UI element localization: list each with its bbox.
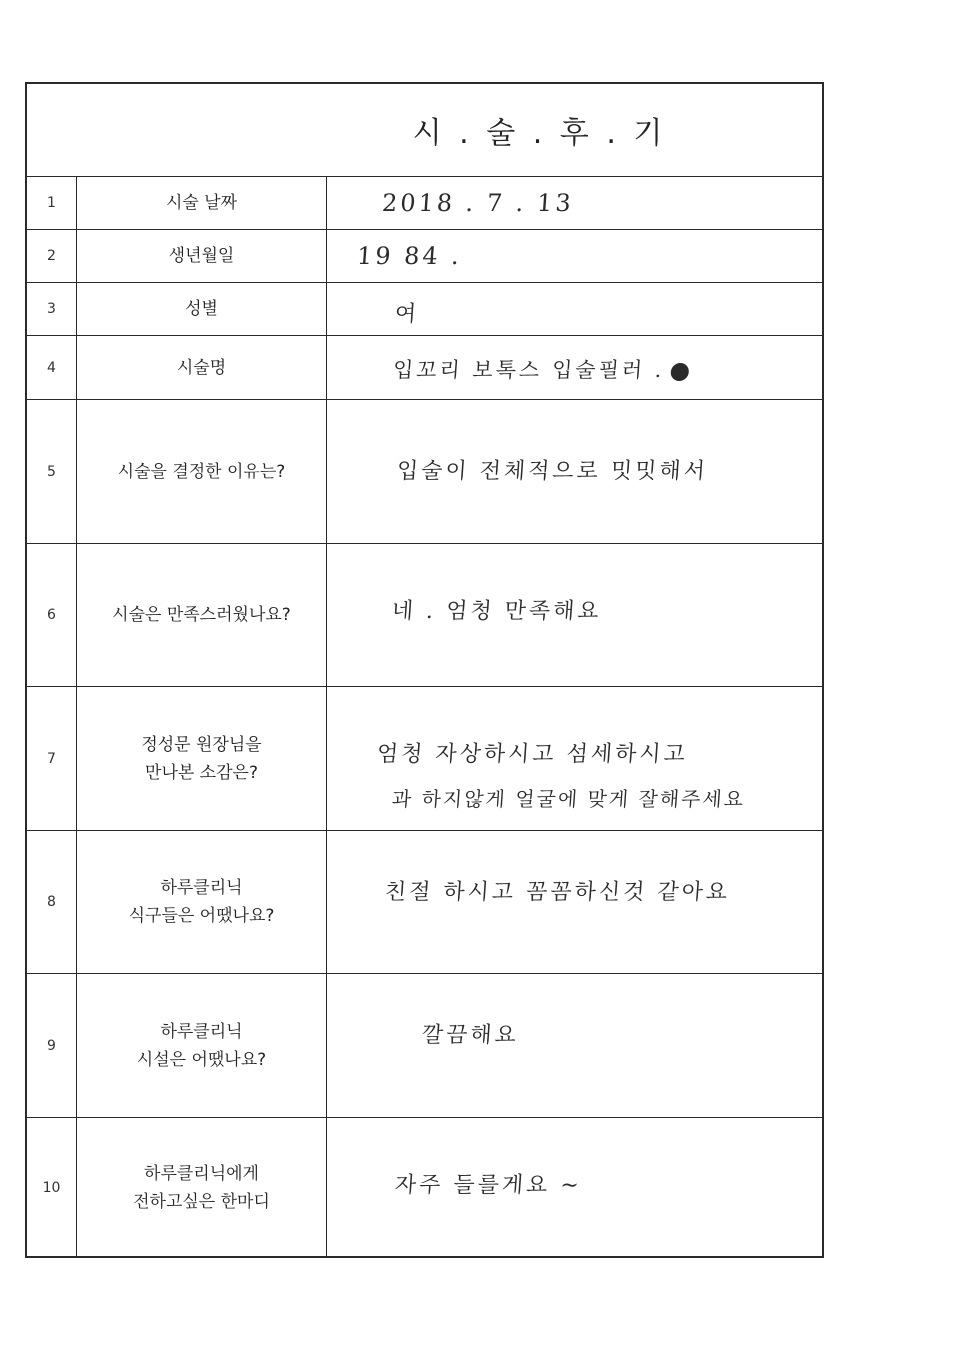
question-line: 생년월일 [168,246,235,266]
form-row [27,336,822,400]
question-line: 시설은 어땠나요? [136,1049,267,1070]
handwritten-answer: 입술이 전체적으로 밋밋해서 [395,459,709,484]
row-question [77,974,327,1117]
row-answer [327,230,822,282]
handwritten-answer: 친절 하시고 꼼꼼하신것 같아요 [383,880,731,905]
question-line: 하루클리닉 [160,1021,243,1042]
row-question [77,400,327,543]
row-question [77,831,327,973]
form-row [27,283,822,336]
question-line: 시술 날짜 [165,193,238,213]
question-line: 식구들은 어땠나요? [128,906,275,926]
answer-text: 입꼬리 보톡스 입술필러 . [392,358,666,382]
form-row [27,687,822,831]
handwritten-answer: 자주 들를게요 ~ [393,1173,583,1198]
form-row [27,544,822,687]
row-answer [327,1118,822,1258]
row-number: 8 [27,831,77,973]
scribble-mark [670,363,689,381]
question-line: 하루클리닉 [160,878,243,898]
question-line: 시술은 만족스러웠나요? [112,605,291,625]
row-number: 5 [27,400,77,543]
question-line: 만나본 소감은? [145,762,258,783]
handwritten-answer: 네 . 엄청 만족해요 [390,599,603,624]
handwritten-answer: 과 하지않게 얼굴에 맞게 잘해주세요 [391,787,746,811]
row-answer [327,177,822,229]
row-question [77,283,327,335]
question-line: 하루클리닉에게 [144,1164,259,1184]
row-answer [327,831,822,973]
row-question [77,687,327,830]
form-row [27,400,822,544]
row-number: 10 [27,1118,77,1258]
row-number: 7 [27,687,77,830]
question-line: 전하고싶은 한마디 [133,1192,270,1212]
form-row [27,177,822,230]
row-answer [327,283,822,335]
handwritten-answer [392,354,690,384]
row-answer [327,544,822,686]
handwritten-answer: 깔끔해요 [420,1023,520,1048]
question-line: 성별 [185,299,218,319]
row-answer [327,336,822,399]
row-question [77,336,327,399]
review-form [25,82,824,1258]
row-number: 4 [27,336,77,399]
handwritten-answer: 엄청 자상하시고 섬세하시고 [375,742,689,767]
row-answer [327,687,822,830]
row-question [77,544,327,686]
row-answer [327,400,822,543]
row-question [77,177,327,229]
row-question [77,1118,327,1258]
row-number: 2 [27,230,77,282]
form-row [27,831,822,974]
title-row [27,84,822,177]
form-row [27,230,822,283]
form-row [27,1118,822,1258]
form-title: 시 . 술 . 후 . 기 [412,116,667,151]
question-line: 시술명 [176,357,227,378]
handwritten-answer: 여 [393,302,420,327]
row-number: 6 [27,544,77,686]
question-line: 정성문 원장님을 [141,734,262,755]
question-line: 시술을 결정한 이유는? [117,461,286,482]
form-row [27,974,822,1118]
row-answer [327,974,822,1117]
row-number: 1 [27,177,77,229]
handwritten-answer: 2018 . 7 . 13 [381,189,575,217]
handwritten-answer: 19 84 . [356,242,463,270]
row-question [77,230,327,282]
row-number: 3 [27,283,77,335]
row-number: 9 [27,974,77,1117]
